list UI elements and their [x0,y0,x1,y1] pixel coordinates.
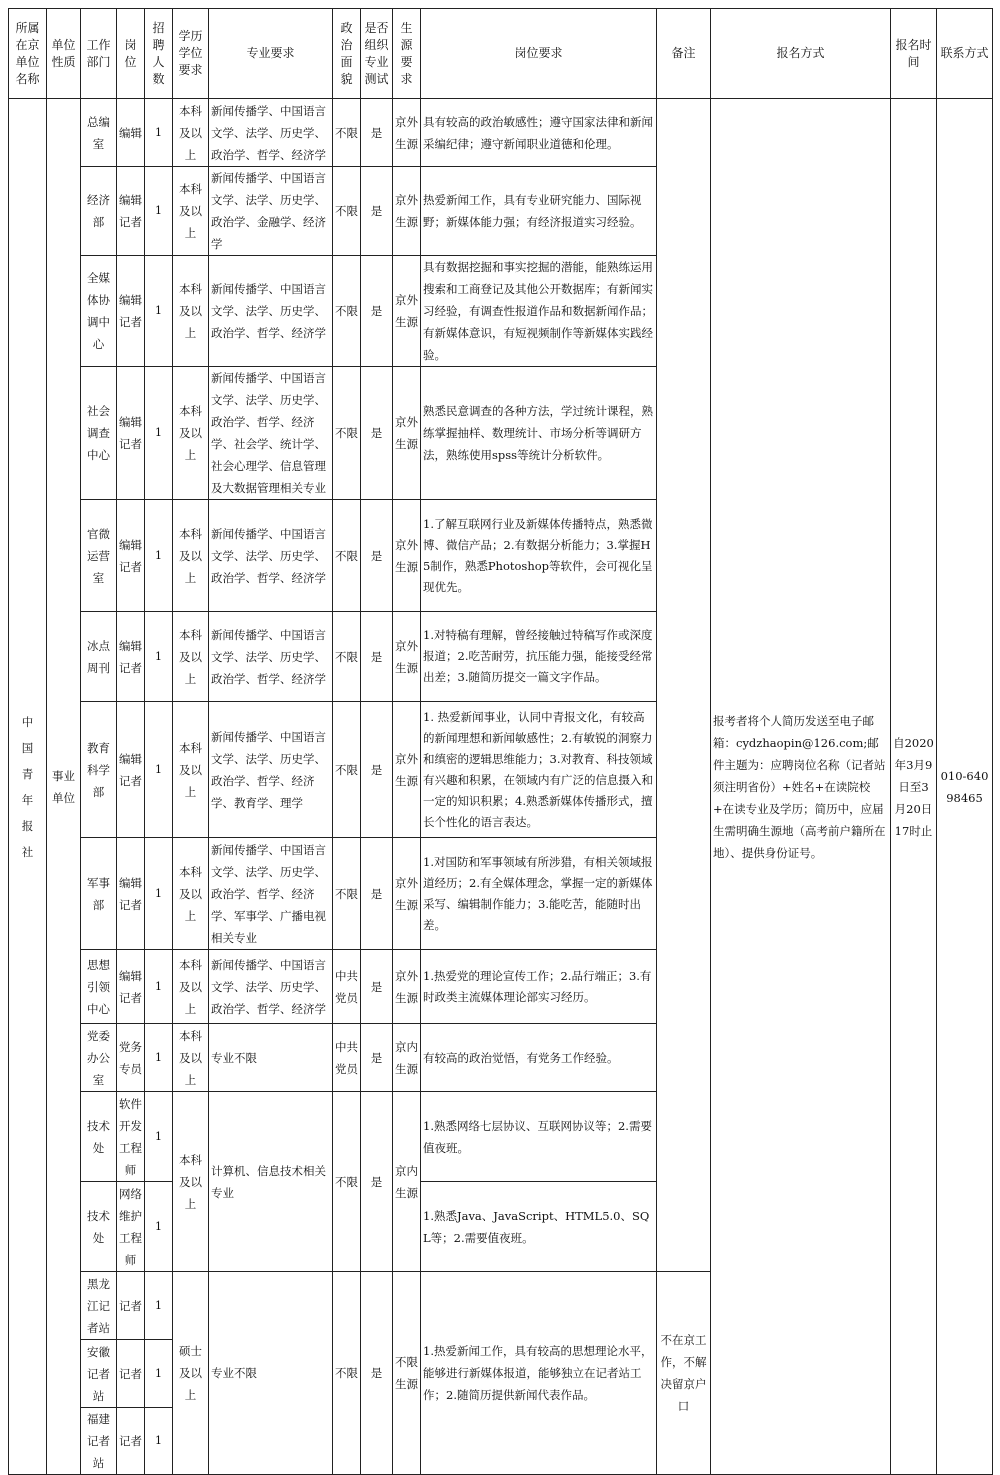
header-edu: 学历学位要求 [173,9,209,99]
dept: 思想引领中心 [81,950,117,1024]
header-apply: 报名方式 [711,9,891,99]
politics: 中共党员 [333,1024,361,1092]
major: 新闻传播学、中国语言文学、法学、历史学、政治学、哲学、经济学 [209,950,333,1024]
politics: 不限 [333,99,361,167]
dept: 官微运营室 [81,500,117,612]
major: 专业不限 [209,1272,333,1475]
header-time: 报名时间 [891,9,937,99]
dept: 军事部 [81,838,117,950]
dept: 黑龙江记者站 [81,1272,117,1340]
count: 1 [145,256,173,367]
test: 是 [361,167,393,256]
header-count: 招聘人数 [145,9,173,99]
post: 记者 [117,1272,145,1340]
source: 京内生源 [393,1092,421,1272]
edu: 本科及以上 [173,1024,209,1092]
header-source: 生源要求 [393,9,421,99]
politics: 不限 [333,167,361,256]
dept: 技术处 [81,1182,117,1272]
req: 热爱新闻工作，具有专业研究能力、国际视野；新媒体能力强；有经济报道实习经验。 [421,167,657,256]
politics: 不限 [333,838,361,950]
header-test: 是否组织专业测试 [361,9,393,99]
req: 1.了解互联网行业及新媒体传播特点，熟悉微博、微信产品；2.有数据分析能力；3.掌握H5制作，熟悉Photoshop等软件，会可视化呈现优先。 [421,500,657,612]
count: 1 [145,612,173,702]
politics: 中共党员 [333,950,361,1024]
note-empty [657,99,711,1272]
politics: 不限 [333,256,361,367]
req: 具有较高的政治敏感性；遵守国家法律和新闻采编纪律；遵守新闻职业道德和伦理。 [421,99,657,167]
post: 编辑记者 [117,167,145,256]
major: 新闻传播学、中国语言文学、法学、历史学、政治学、哲学、经济学、军事学、广播电视相关专业 [209,838,333,950]
apply-method: 报考者将个人简历发送至电子邮箱：cydzhaopin@126.com;邮件主题为：应聘岗位名称（记者站须注明省份）+姓名+在读院校+在读专业及学历；简历中，应届生需明确生源地（高考前户籍所在地）、提供身份证号。 [711,99,891,1475]
req: 1.对特稿有理解，曾经接触过特稿写作或深度报道；2.吃苦耐劳，抗压能力强，能接受经常出差；3.随简历提交一篇文字作品。 [421,612,657,702]
edu: 本科及以上 [173,702,209,838]
header-post: 岗位 [117,9,145,99]
req: 具有数据挖掘和事实挖掘的潜能，能熟练运用搜索和工商登记及其他公开数据库；有新闻实习经验，有调查性报道作品和数据新闻作品；有新媒体意识，有短视频制作等新媒体实践经验。 [421,256,657,367]
source: 京内生源 [393,1024,421,1092]
count: 1 [145,1182,173,1272]
edu: 本科及以上 [173,99,209,167]
source: 京外生源 [393,500,421,612]
unit-name-cell [9,99,47,1475]
source: 不限生源 [393,1272,421,1475]
edu: 本科及以上 [173,1092,209,1272]
recruitment-table [8,8,993,1475]
header-req: 岗位要求 [421,9,657,99]
header-unit: 所属在京单位名称 [9,9,47,99]
source: 京外生源 [393,99,421,167]
count: 1 [145,500,173,612]
req: 有较高的政治觉悟，有党务工作经验。 [421,1024,657,1092]
count: 1 [145,167,173,256]
edu: 本科及以上 [173,612,209,702]
post: 编辑记者 [117,500,145,612]
post: 编辑记者 [117,367,145,500]
source: 京外生源 [393,838,421,950]
major: 新闻传播学、中国语言文学、法学、历史学、政治学、哲学、经济学 [209,612,333,702]
req: 1. 热爱新闻事业，认同中青报文化，有较高的新闻理想和新闻敏感性；2.有敏锐的洞察力和缜密的逻辑思维能力；3.对教育、科技领域有兴趣和积累，在领域内有广泛的信息摄入和一定的知识积累；4.熟悉新媒体传播形式，擅长个性化的语言表达。 [421,702,657,838]
major: 计算机、信息技术相关专业 [209,1092,333,1272]
req: 熟悉民意调查的各种方法，学过统计课程，熟练掌握抽样、数理统计、市场分析等调研方法，熟练使用spss等统计分析软件。 [421,367,657,500]
source: 京外生源 [393,367,421,500]
dept: 总编室 [81,99,117,167]
dept: 社会调查中心 [81,367,117,500]
count: 1 [145,1272,173,1340]
count: 1 [145,1408,173,1475]
test: 是 [361,99,393,167]
edu: 本科及以上 [173,950,209,1024]
edu: 本科及以上 [173,500,209,612]
test: 是 [361,1092,393,1272]
edu: 本科及以上 [173,367,209,500]
count: 1 [145,702,173,838]
count: 1 [145,367,173,500]
major: 新闻传播学、中国语言文学、法学、历史学、政治学、哲学、经济学 [209,256,333,367]
politics: 不限 [333,500,361,612]
dept: 经济部 [81,167,117,256]
count: 1 [145,950,173,1024]
req: 1.熟悉Java、JavaScript、HTML5.0、SQL等；2.需要值夜班。 [421,1182,657,1272]
post: 党务专员 [117,1024,145,1092]
dept: 安徽记者站 [81,1340,117,1408]
count: 1 [145,1340,173,1408]
test: 是 [361,500,393,612]
politics: 不限 [333,1092,361,1272]
edu: 本科及以上 [173,167,209,256]
post: 记者 [117,1408,145,1475]
test: 是 [361,1024,393,1092]
major: 专业不限 [209,1024,333,1092]
note: 不在京工作，不解决留京户口 [657,1272,711,1475]
count: 1 [145,99,173,167]
post: 记者 [117,1340,145,1408]
politics: 不限 [333,367,361,500]
dept: 教育科学部 [81,702,117,838]
unit-name: 中国青年报社 [21,714,34,859]
recruitment-page [8,8,992,1470]
post: 软件开发工程师 [117,1092,145,1182]
test: 是 [361,612,393,702]
header-major: 专业要求 [209,9,333,99]
dept: 党委办公室 [81,1024,117,1092]
header-contact: 联系方式 [937,9,993,99]
major: 新闻传播学、中国语言文学、法学、历史学、政治学、哲学、经济学、社会学、统计学、社会心理学、信息管理及大数据管理相关专业 [209,367,333,500]
test: 是 [361,256,393,367]
source: 京外生源 [393,950,421,1024]
source: 京外生源 [393,702,421,838]
header-row [9,9,993,99]
count: 1 [145,838,173,950]
edu: 硕士及以上 [173,1272,209,1475]
post: 编辑记者 [117,838,145,950]
major: 新闻传播学、中国语言文学、法学、历史学、政治学、哲学、经济学 [209,500,333,612]
test: 是 [361,950,393,1024]
post: 网络维护工程师 [117,1182,145,1272]
table-row [9,99,993,167]
header-nature: 单位性质 [47,9,81,99]
count: 1 [145,1092,173,1182]
dept: 冰点周刊 [81,612,117,702]
dept: 技术处 [81,1092,117,1182]
source: 京外生源 [393,256,421,367]
major: 新闻传播学、中国语言文学、法学、历史学、政治学、哲学、经济学 [209,99,333,167]
header-note: 备注 [657,9,711,99]
source: 京外生源 [393,612,421,702]
header-dept: 工作部门 [81,9,117,99]
politics: 不限 [333,702,361,838]
dept: 福建记者站 [81,1408,117,1475]
test: 是 [361,367,393,500]
source: 京外生源 [393,167,421,256]
test: 是 [361,838,393,950]
unit-nature: 事业单位 [47,99,81,1475]
apply-time: 自2020年3月9日至3月20日17时止 [891,99,937,1475]
edu: 本科及以上 [173,256,209,367]
req: 1.熟悉网络七层协议、互联网协议等；2.需要值夜班。 [421,1092,657,1182]
dept: 全媒体协调中心 [81,256,117,367]
req: 1.对国防和军事领域有所涉猎，有相关领域报道经历；2.有全媒体理念，掌握一定的新媒体采写、编辑制作能力；3.能吃苦，能随时出差。 [421,838,657,950]
count: 1 [145,1024,173,1092]
test: 是 [361,702,393,838]
req: 1.热爱新闻工作，具有较高的思想理论水平，能够进行新媒体报道，能够独立在记者站工作；2.随简历提供新闻代表作品。 [421,1272,657,1475]
major: 新闻传播学、中国语言文学、法学、历史学、政治学、金融学、经济学 [209,167,333,256]
post: 编辑记者 [117,950,145,1024]
post: 编辑记者 [117,612,145,702]
test: 是 [361,1272,393,1475]
major: 新闻传播学、中国语言文学、法学、历史学、政治学、哲学、经济学、教育学、理学 [209,702,333,838]
politics: 不限 [333,1272,361,1475]
edu: 本科及以上 [173,838,209,950]
politics: 不限 [333,612,361,702]
req: 1.热爱党的理论宣传工作；2.品行端正；3.有时政类主流媒体理论部实习经历。 [421,950,657,1024]
post: 编辑 [117,99,145,167]
header-politics: 政治面貌 [333,9,361,99]
post: 编辑记者 [117,256,145,367]
contact: 010-64098465 [937,99,993,1475]
post: 编辑记者 [117,702,145,838]
